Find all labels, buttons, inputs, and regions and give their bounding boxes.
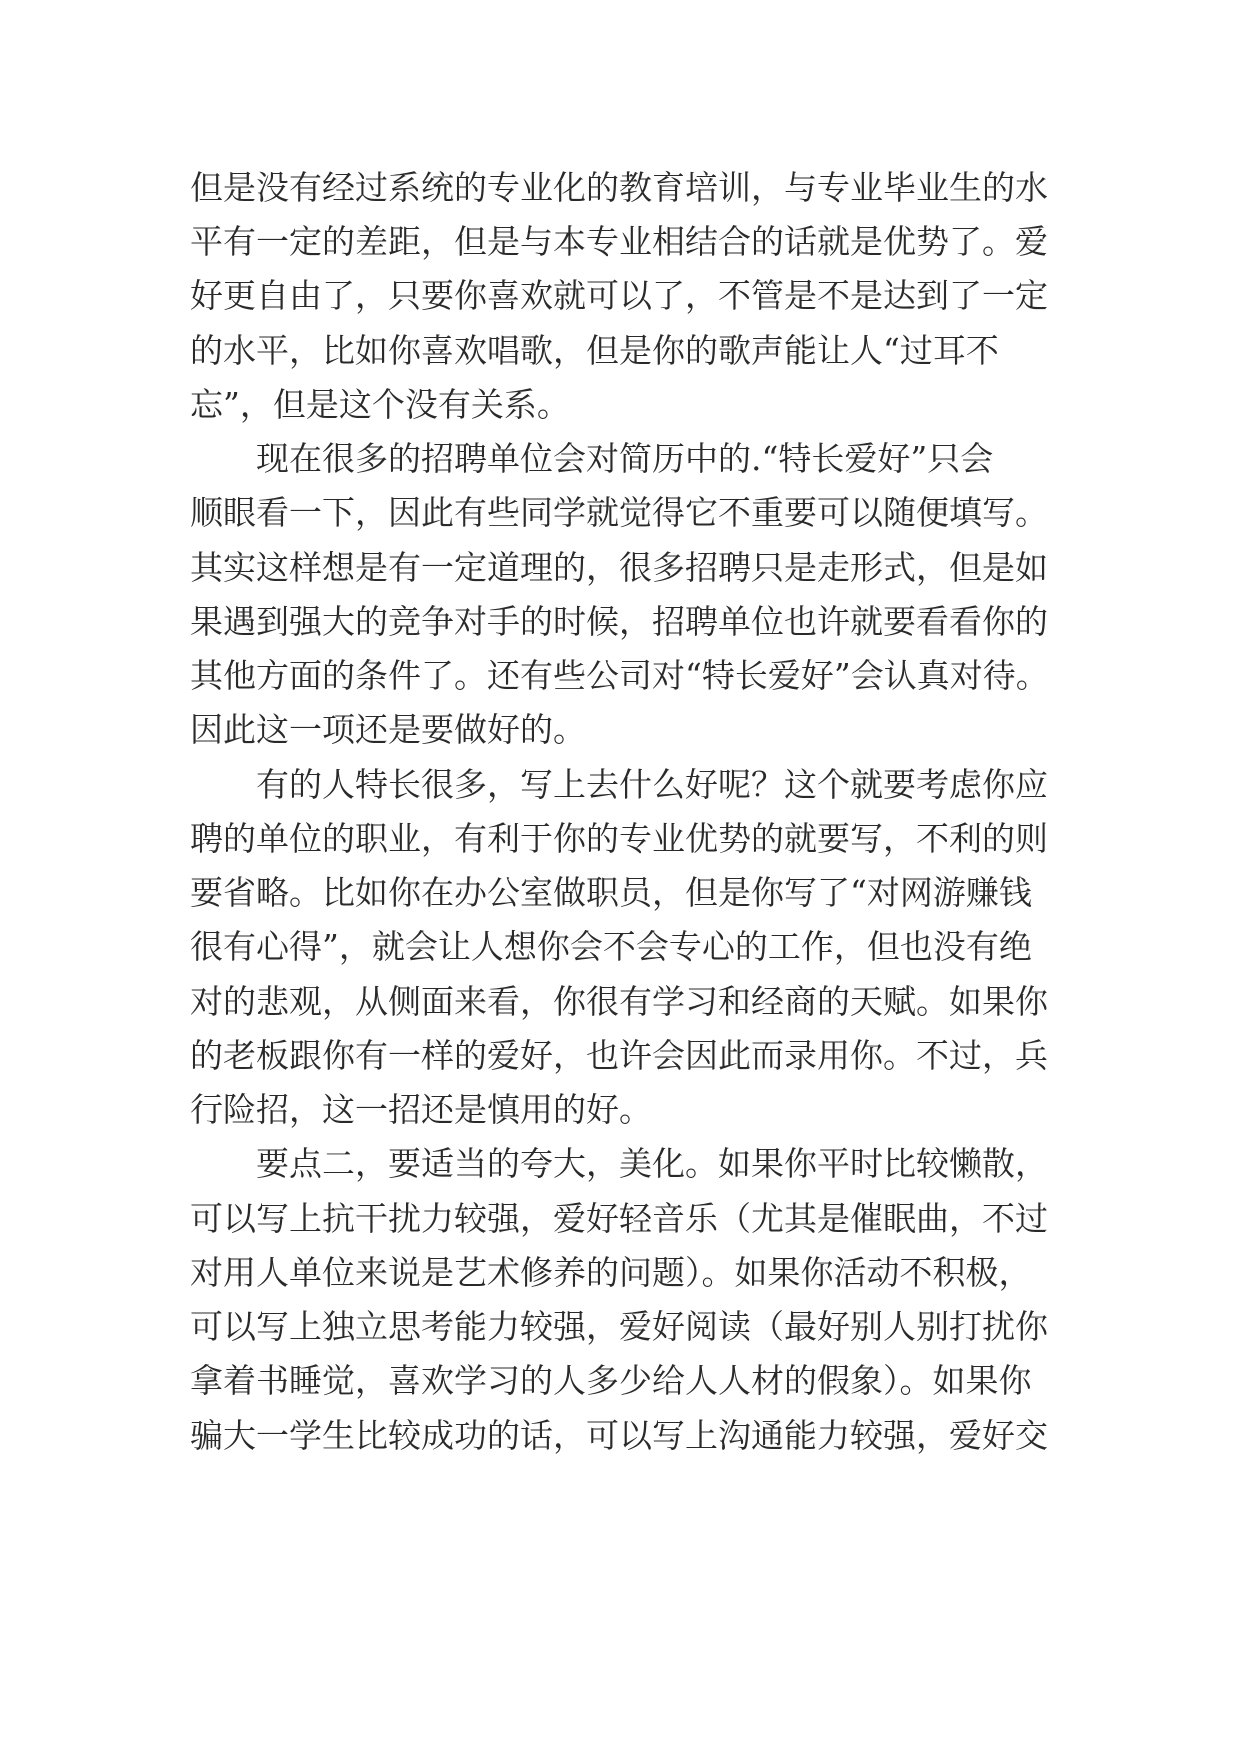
text-line: 忘”，但是这个没有关系。 xyxy=(190,385,570,424)
text-line: 其他方面的条件了。还有些公司对“特长爱好”会认真对待。 xyxy=(190,656,1049,695)
text-line: 很有心得”，就会让人想你会不会专心的工作，但也没有绝 xyxy=(190,927,1032,966)
text-line: 现在很多的招聘单位会对简历中的.“特长爱好”只会 xyxy=(190,439,994,478)
text-line: 因此这一项还是要做好的。 xyxy=(190,710,586,749)
text-line: 但是没有经过系统的专业化的教育培训，与专业毕业生的水 xyxy=(190,168,1048,207)
text-line: 拿着书睡觉，喜欢学习的人多少给人人材的假象）。如果你 xyxy=(190,1361,1032,1400)
text-line: 果遇到强大的竞争对手的时候，招聘单位也许就要看看你的 xyxy=(190,602,1048,641)
text-line: 可以写上抗干扰力较强，爱好轻音乐（尤其是催眠曲，不过 xyxy=(190,1199,1048,1238)
text-line: 的水平，比如你喜欢唱歌，但是你的歌声能让人“过耳不 xyxy=(190,331,999,370)
text-line: 行险招，这一招还是慎用的好。 xyxy=(190,1090,652,1129)
text-line: 平有一定的差距，但是与本专业相结合的话就是优势了。爱 xyxy=(190,222,1048,261)
text-line: 其实这样想是有一定道理的，很多招聘只是走形式，但是如 xyxy=(190,548,1048,587)
text-line: 要省略。比如你在办公室做职员，但是你写了“对网游赚钱 xyxy=(190,873,1032,912)
text-line: 可以写上独立思考能力较强，爱好阅读（最好别人别打扰你 xyxy=(190,1307,1048,1346)
text-line: 好更自由了，只要你喜欢就可以了，不管是不是达到了一定 xyxy=(190,276,1048,315)
text-line: 有的人特长很多，写上去什么好呢？这个就要考虑你应 xyxy=(190,765,1048,804)
text-line: 顺眼看一下，因此有些同学就觉得它不重要可以随便填写。 xyxy=(190,493,1048,532)
text-line: 的老板跟你有一样的爱好，也许会因此而录用你。不过，兵 xyxy=(190,1036,1048,1075)
text-line: 要点二，要适当的夸大，美化。如果你平时比较懒散， xyxy=(190,1144,1048,1183)
text-line: 骗大一学生比较成功的话，可以写上沟通能力较强，爱好交 xyxy=(190,1416,1048,1455)
text-line: 对的悲观，从侧面来看，你很有学习和经商的天赋。如果你 xyxy=(190,982,1048,1021)
text-line: 聘的单位的职业，有利于你的专业优势的就要写，不利的则 xyxy=(190,819,1048,858)
text-line: 对用人单位来说是艺术修养的问题）。如果你活动不积极， xyxy=(190,1253,1032,1292)
